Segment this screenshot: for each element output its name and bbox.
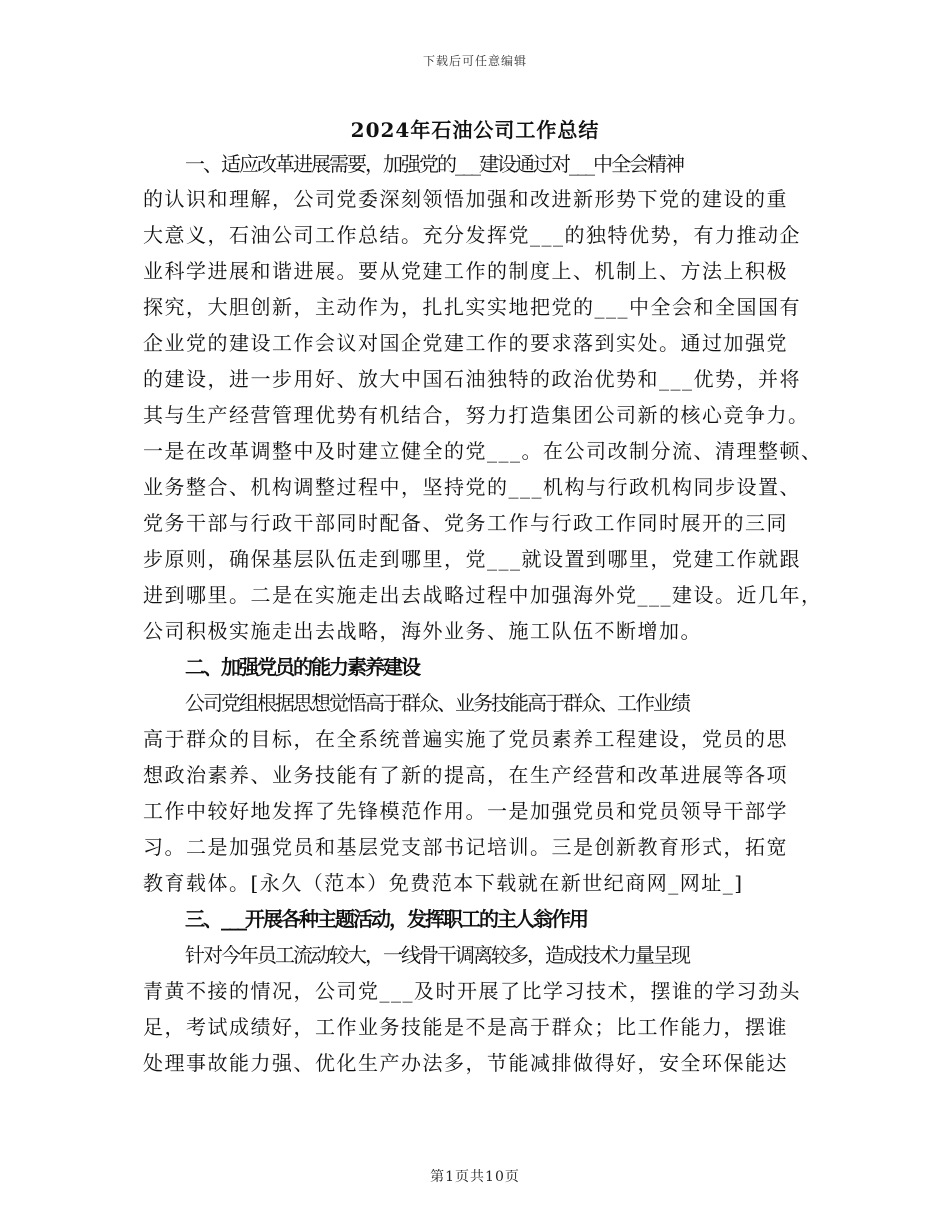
document-title: 2024年石油公司工作总结 xyxy=(350,118,600,142)
body-line: 探究，大胆创新，主动作为，扎扎实实地把党的___中全会和全国国有 xyxy=(143,295,801,319)
body-line: 想政治素养、业务技能有了新的提高，在生产经营和改革进展等各项 xyxy=(143,763,788,787)
body-line: 高于群众的目标，在全系统普遍实施了党员素养工程建设，党员的思 xyxy=(143,727,788,751)
page-footer: 第1页共10页 xyxy=(430,1169,520,1185)
body-line: 步原则，确保基层队伍走到哪里，党___就设置到哪里，党建工作就跟 xyxy=(143,547,801,571)
body-line: 业科学进展和谐进展。要从党建工作的制度上、机制上、方法上积极 xyxy=(143,259,788,283)
body-line: 针对今年员工流动较大，一线骨干调离较多，造成技术力量呈现 xyxy=(185,943,689,967)
body-line: 处理事故能力强、优化生产办法多，节能减排做得好，安全环保能达 xyxy=(143,1051,788,1075)
section-heading: 二、加强党员的能力素养建设 xyxy=(185,655,419,679)
body-line: 一、适应改革进展需要，加强党的___建设通过对___中全会精神 xyxy=(185,152,683,176)
page-header: 下载后可任意编辑 xyxy=(422,54,527,68)
body-line: 足，考试成绩好，工作业务技能是不是高于群众；比工作能力，摆谁 xyxy=(143,1015,788,1039)
body-line: 习。二是加强党员和基层党支部书记培训。三是创新教育形式，拓宽 xyxy=(143,835,788,859)
body-line: 教育载体。[永久（范本）免费范本下载就在新世纪商网_网址_] xyxy=(143,871,744,895)
section-heading: 三、___开展各种主题活动，发挥职工的主人翁作用 xyxy=(185,907,587,931)
body-line: 的建设，进一步用好、放大中国石油独特的政治优势和___优势，并将 xyxy=(143,367,801,391)
body-line: 公司党组根据思想觉悟高于群众、业务技能高于群众、工作业绩 xyxy=(185,691,689,715)
body-line: 其与生产经营管理优势有机结合，努力打造集团公司新的核心竞争力。 xyxy=(143,403,810,427)
body-line: 大意义，石油公司工作总结。充分发挥党___的独特优势，有力推动企 xyxy=(143,223,801,247)
body-line: 的认识和理解，公司党委深刻领悟加强和改进新形势下党的建设的重 xyxy=(143,187,788,211)
body-line: 企业党的建设工作会议对国企党建工作的要求落到实处。通过加强党 xyxy=(143,331,788,355)
body-line: 青黄不接的情况，公司党___及时开展了比学习技术，摆谁的学习劲头 xyxy=(143,979,801,1003)
body-line: 一是在改革调整中及时建立健全的党___。在公司改制分流、清理整顿、 xyxy=(143,439,823,463)
body-line: 业务整合、机构调整过程中，坚持党的___机构与行政机构同步设置、 xyxy=(143,475,801,499)
body-line: 党务干部与行政干部同时配备、党务工作与行政工作同时展开的三同 xyxy=(143,511,788,535)
body-line: 进到哪里。二是在实施走出去战略过程中加强海外党___建设。近几年， xyxy=(143,583,823,607)
body-line: 工作中较好地发挥了先锋模范作用。一是加强党员和党员领导干部学 xyxy=(143,799,788,823)
body-line: 公司积极实施走出去战略，海外业务、施工队伍不断增加。 xyxy=(143,619,702,643)
